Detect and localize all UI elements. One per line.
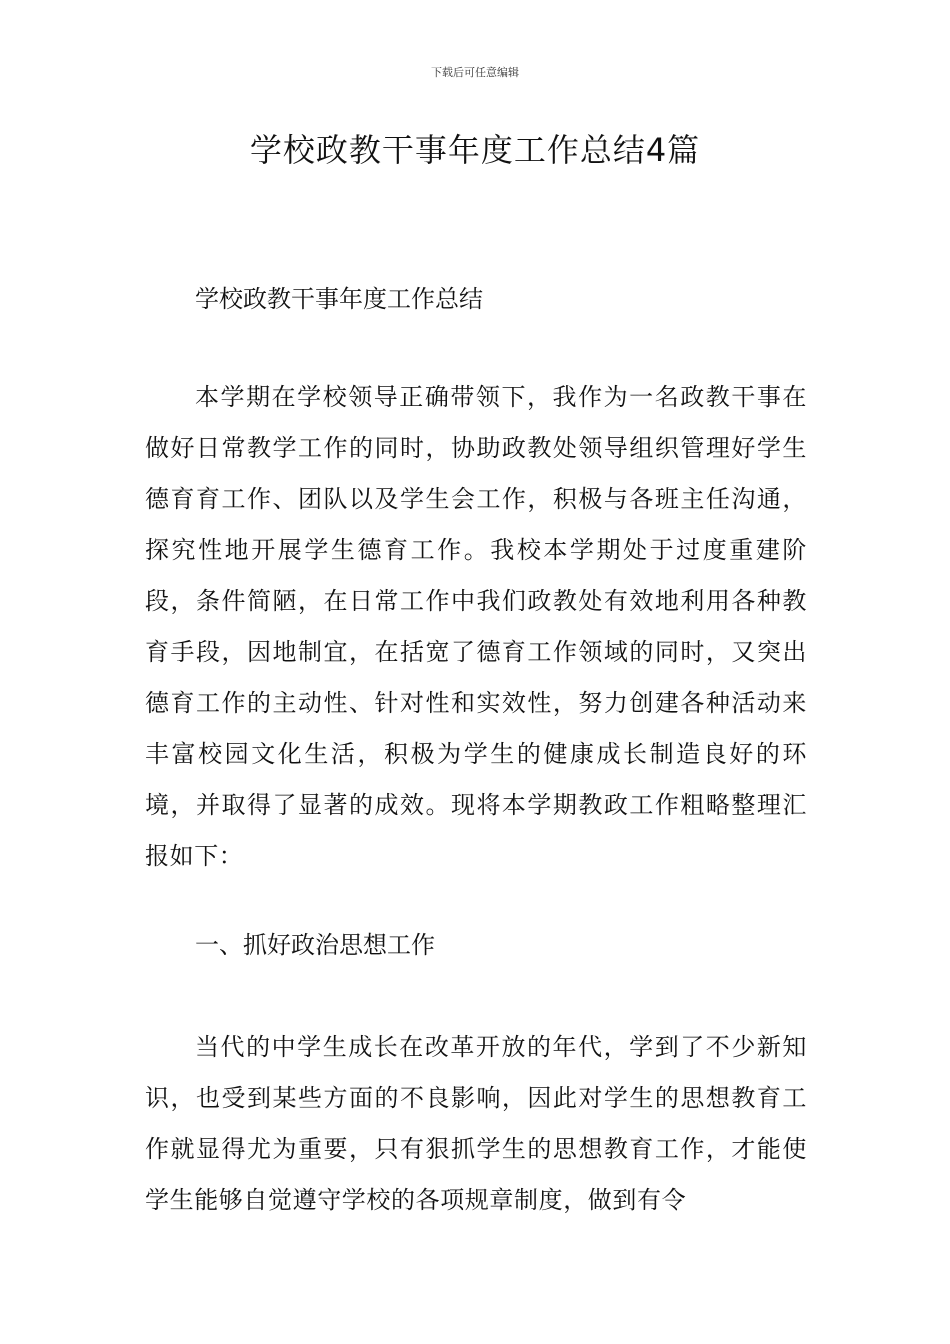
section-heading: 一、抓好政治思想工作 <box>195 931 435 959</box>
body-paragraph: 当代的中学生成长在改革开放的年代，学到了不少新知识，也受到某些方面的不良影响，因此对学生的思想教育工作就显得尤为重要，只有狠抓学生的思想教育工作，才能使学生能够自觉遵守学校的各项规章制度，做到有令 <box>145 1033 807 1214</box>
body-paragraph: 本学期在学校领导正确带领下，我作为一名政教干事在做好日常教学工作的同时，协助政教处领导组织管理好学生德育育工作、团队以及学生会工作，积极与各班主任沟通，探究性地开展学生德育工作。我校本学期处于过度重建阶段，条件简陋，在日常工作中我们政教处有效地利用各种教育手段，因地制宜，在括宽了德育工作领域的同时，又突出德育工作的主动性、针对性和实效性，努力创建各种活动来丰富校园文化生活，积极为学生的健康成长制造良好的环境，并取得了显著的成效。现将本学期教政工作粗略整理汇报如下： <box>145 383 807 870</box>
header-note: 下载后可任意编辑 <box>431 66 519 79</box>
section-heading: 学校政教干事年度工作总结 <box>195 285 483 313</box>
document-title: 学校政教干事年度工作总结4篇 <box>249 131 701 169</box>
